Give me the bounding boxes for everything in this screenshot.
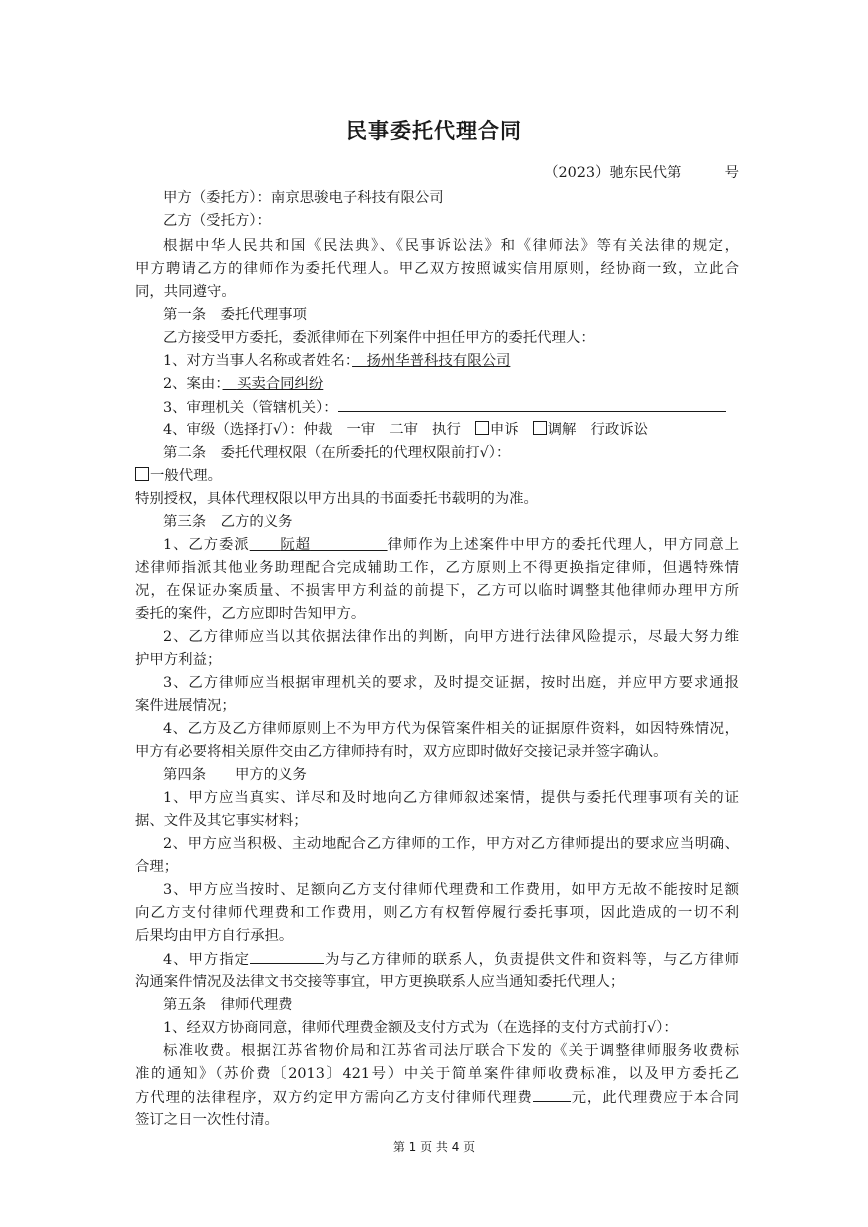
- option-mediation: 调解: [547, 422, 577, 438]
- article-2-heading: 第二条 委托代理权限（在所委托的代理权限前打√）：: [163, 445, 511, 461]
- article-4-p2-line: 2、甲方应当积极、主动地配合乙方律师的工作，甲方对乙方律师提出的要求应当明确、: [163, 836, 739, 852]
- article-3-p1-line: 1、乙方委派 阮超 律师作为上述案件中甲方的委托代理人，甲方同意上: [163, 537, 739, 553]
- article-5-p2-line: 签订之日一次性付清。: [135, 1112, 279, 1128]
- case-cause-line: [135, 373, 739, 396]
- article-3-p1-line: 述律师指派其他业务助理配合完成辅助工作，乙方原则上不得更换指定律师，但遇特殊情: [135, 560, 739, 576]
- article-3-p1-line: 况，在保证办案质量、不损害甲方利益的前提下，乙方可以临时调整其他律师办理甲方所: [135, 583, 739, 599]
- court-line: [135, 396, 739, 419]
- fee-amount-blank: [533, 1086, 571, 1102]
- article-1-intro: 乙方接受甲方委托，委派律师在下列案件中担任甲方的委托代理人：: [163, 330, 595, 346]
- case-cause-value: 买卖合同纠纷: [236, 376, 324, 392]
- article-3-heading: 第三条 乙方的义务: [163, 514, 293, 530]
- opposing-party-label: 1、对方当事人名称或者姓名：: [163, 353, 353, 369]
- article-5-p1: 1、经双方协商同意，律师代理费金额及支付方式为（在选择的支付方式前打√）：: [163, 1020, 678, 1036]
- article-3-p1-line: 委托的案件，乙方应即时告知甲方。: [135, 606, 366, 622]
- article-3-p2-line: 护甲方利益；: [135, 652, 222, 668]
- article-1-heading: 第一条 委托代理事项: [163, 307, 307, 323]
- intro-line: 甲方聘请乙方的律师作为委托代理人。甲乙双方按照诚实信用原则，经协商一致，立此合: [135, 261, 739, 277]
- article-4-p2-line: 合理；: [135, 859, 179, 875]
- lawyer-name: 阮超: [280, 537, 311, 553]
- article-3-p2-line: 2、乙方律师应当以其依据法律作出的判断，向甲方进行法律风险提示，尽最大努力维: [163, 629, 739, 645]
- article-5-heading: 第五条 律师代理费: [163, 997, 293, 1013]
- article-5-p2-line: 准的通知》（苏价费〔2013〕421号）中关于简单案件律师收费标准，以及甲方委托乙: [135, 1066, 739, 1082]
- special-authorization: 特别授权，具体代理权限以甲方出具的书面委托书载明的为准。: [135, 491, 538, 507]
- trial-level-label: 4、审级（选择打√）：: [163, 422, 304, 438]
- case-cause-label: 2、案由：: [163, 376, 223, 392]
- article-4-p1-line: 1、甲方应当真实、详尽和及时地向乙方律师叙述案情，提供与委托代理事项有关的证: [163, 790, 739, 806]
- article-3-p4-line: 甲方有必要将相关原件交由乙方律师持有时，双方应即时做好交接记录并签字确认。: [135, 744, 668, 760]
- article-3-p4-line: 4、乙方及乙方律师原则上不为甲方代为保管案件相关的证据原件资料，如因特殊情况，: [163, 721, 739, 737]
- article-4-p4-line: 沟通案件情况及法律文书交接等事宜，甲方更换联系人应当通知委托代理人；: [135, 974, 625, 990]
- opposing-party-value: 扬州华普科技有限公司: [366, 353, 511, 369]
- article-3-p3-line: 案件进展情况；: [135, 698, 236, 714]
- party-a: 甲方（委托方）：南京思骏电子科技有限公司: [163, 190, 444, 206]
- document-title: 民事委托代理合同: [346, 119, 522, 143]
- intro-line: 根据中华人民共和国《民法典》、《民事诉讼法》和《律师法》等有关法律的规定，: [163, 238, 739, 254]
- checkbox-icon: [475, 421, 489, 435]
- page-footer: 第 1 页 共 4 页: [392, 1140, 476, 1154]
- court-blank: [338, 396, 726, 412]
- checkbox-icon: [533, 421, 547, 435]
- article-4-p3-line: 后果均由甲方自行承担。: [135, 928, 294, 944]
- general-agency-label: 一般代理。: [150, 468, 222, 484]
- article-5-p2-line: 标准收费。根据江苏省物价局和江苏省司法厅联合下发的《关于调整律师服务收费标: [163, 1043, 739, 1059]
- trial-level-line: [135, 419, 739, 442]
- option-second-instance: 二审: [389, 422, 419, 438]
- doc-number: （2023）驰东民代第 号: [544, 165, 739, 181]
- checkbox-icon: [135, 467, 149, 481]
- contact-person-blank: [250, 948, 324, 964]
- article-5-p2-line: 方代理的法律程序，双方约定甲方需向乙方支付律师代理费 元，此代理费应于本合同: [135, 1086, 739, 1109]
- article-4-p4-line: 4、甲方指定 为与乙方律师的联系人，负责提供文件和资料等，与乙方律师: [135, 948, 739, 971]
- option-execution: 执行: [432, 422, 461, 438]
- party-b: 乙方（受托方）：: [163, 213, 271, 229]
- option-administrative: 行政诉讼: [590, 422, 649, 438]
- court-label: 3、审理机关（管辖机关）：: [163, 400, 338, 416]
- article-4-heading: 第四条 甲方的义务: [163, 767, 307, 783]
- article-4-p3-line: 3、甲方应当按时、足额向乙方支付律师代理费和工作费用，如甲方无故不能按时足额: [163, 882, 739, 898]
- article-3-p3-line: 3、乙方律师应当根据审理机关的要求，及时提交证据，按时出庭，并应甲方要求通报: [163, 675, 739, 691]
- option-appeal: 申诉: [489, 422, 519, 438]
- general-agency-line: [135, 465, 739, 488]
- article-4-p1-line: 据、文件及其它事实材料；: [135, 813, 308, 829]
- option-arbitration: 仲裁: [303, 422, 333, 438]
- intro-line: 同，共同遵守。: [135, 284, 236, 300]
- opposing-party-line: [135, 350, 739, 373]
- article-4-p3-line: 向乙方支付律师代理费和工作费用，则乙方有权暂停履行委托事项，因此造成的一切不利: [135, 905, 739, 921]
- option-first-instance: 一审: [346, 422, 376, 438]
